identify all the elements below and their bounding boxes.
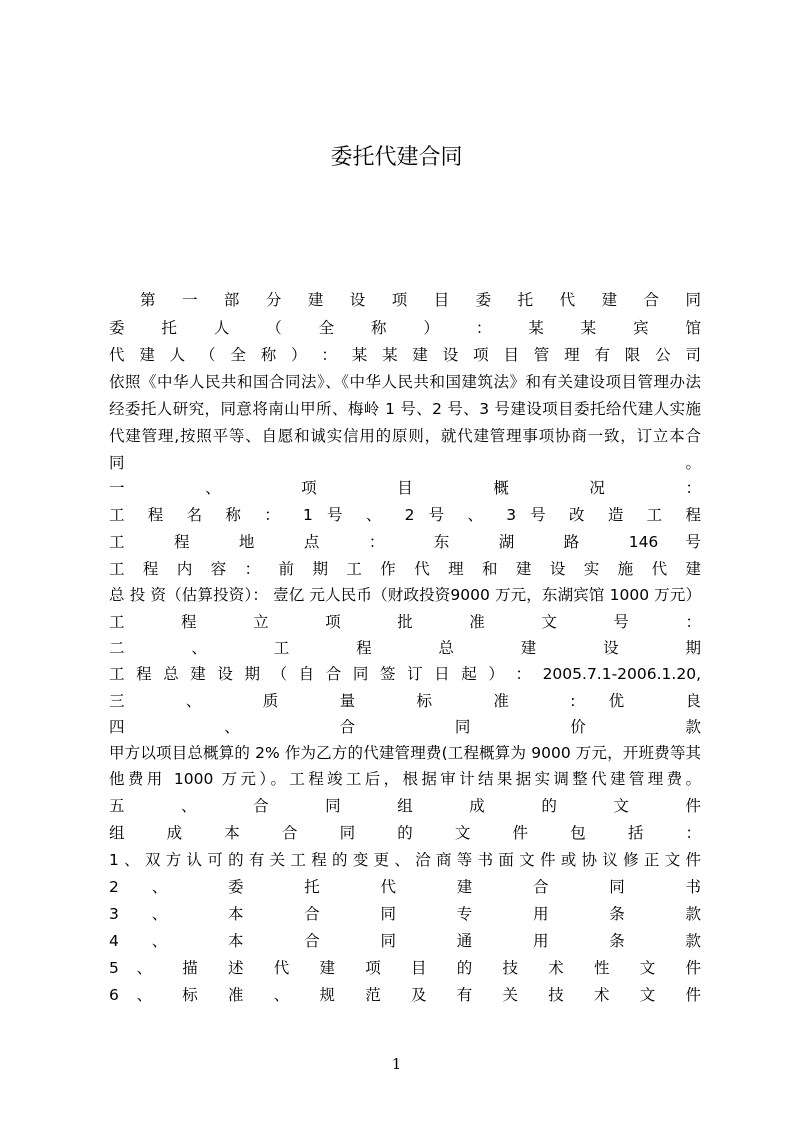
document-item-6: 6 、 标 准 、 规 范 及 有 关 技 术 文 件	[109, 986, 701, 1004]
total-investment-line: 总 投 资（估算投资）： 壹亿 元人民币（财政投资9000 万元，东湖宾馆 1000 万元）	[109, 586, 701, 604]
section-heading-quality: 三 、 质 量 标 准 : 优 良	[109, 692, 701, 710]
approval-number-line: 工 程 立 项 批 准 文 号 ：	[109, 613, 701, 631]
document-title: 委托代建合同	[330, 145, 463, 170]
project-location-line: 工 程 地 点 ： 东 湖 路 146 号	[109, 533, 701, 551]
section-heading-part-one: 第 一 部 分 建 设 项 目 委 托 代 建 合 同	[140, 291, 701, 309]
price-paragraph-line: 他费用 1000 万元）。工程竣工后，根据审计结果据实调整代建管理费。	[109, 770, 701, 788]
section-heading-documents: 五 、 合 同 组 成 的 文 件	[109, 797, 701, 815]
project-name-line: 工 程 名 称 ： 1 号 、 2 号 、 3 号 改 造 工 程	[109, 506, 701, 524]
document-item-5: 5 、 描 述 代 建 项 目 的 技 术 性 文 件	[109, 959, 701, 977]
document-item-4: 4 、 本 合 同 通 用 条 款	[109, 932, 701, 950]
paragraph-line: 依照《中华人民共和国合同法》、《中华人民共和国建筑法》和有关建设项目管理办法	[109, 373, 701, 391]
paragraph-line: 同 。	[109, 454, 701, 472]
paragraph-line: 代建管理,按照平等、自愿和诚实信用的原则，就代建管理事项协商一致，订立本合	[109, 427, 701, 445]
project-content-line: 工 程 内 容 ： 前 期 工 作 代 理 和 建 设 实 施 代 建	[109, 560, 701, 578]
document-item-1: 1、双方认可的有关工程的变更、洽商等书面文件或协议修正文件	[109, 851, 701, 869]
documents-intro-line: 组 成 本 合 同 的 文 件 包 括 ：	[109, 824, 701, 842]
section-heading-overview: 一 、 项 目 概 况 ：	[109, 479, 701, 497]
page-number: 1	[391, 1055, 402, 1073]
paragraph-line: 经委托人研究，同意将南山甲所、梅岭 1 号、2 号、3 号建设项目委托给代建人实施	[109, 400, 701, 418]
document-item-3: 3 、 本 合 同 专 用 条 款	[109, 905, 701, 923]
section-heading-price: 四 、 合 同 价 款	[109, 718, 701, 736]
period-line: 工 程 总 建 设 期 （ 自 合 同 签 订 日 起 ） ： 2005.7.1-2006.1.20,	[109, 665, 701, 683]
agent-line: 代 建 人 （ 全 称 ） ： 某 某 建 设 项 目 管 理 有 限 公 司	[109, 346, 701, 364]
document-item-2: 2 、 委 托 代 建 合 同 书	[109, 878, 701, 896]
section-heading-period: 二 、 工 程 总 建 设 期	[109, 639, 701, 657]
price-paragraph-line: 甲方以项目总概算的 2% 作为乙方的代建管理费(工程概算为 9000 万元，开班费等其	[109, 744, 701, 762]
client-line: 委 托 人 （ 全 称 ） ： 某 某 宾 馆	[109, 319, 701, 337]
